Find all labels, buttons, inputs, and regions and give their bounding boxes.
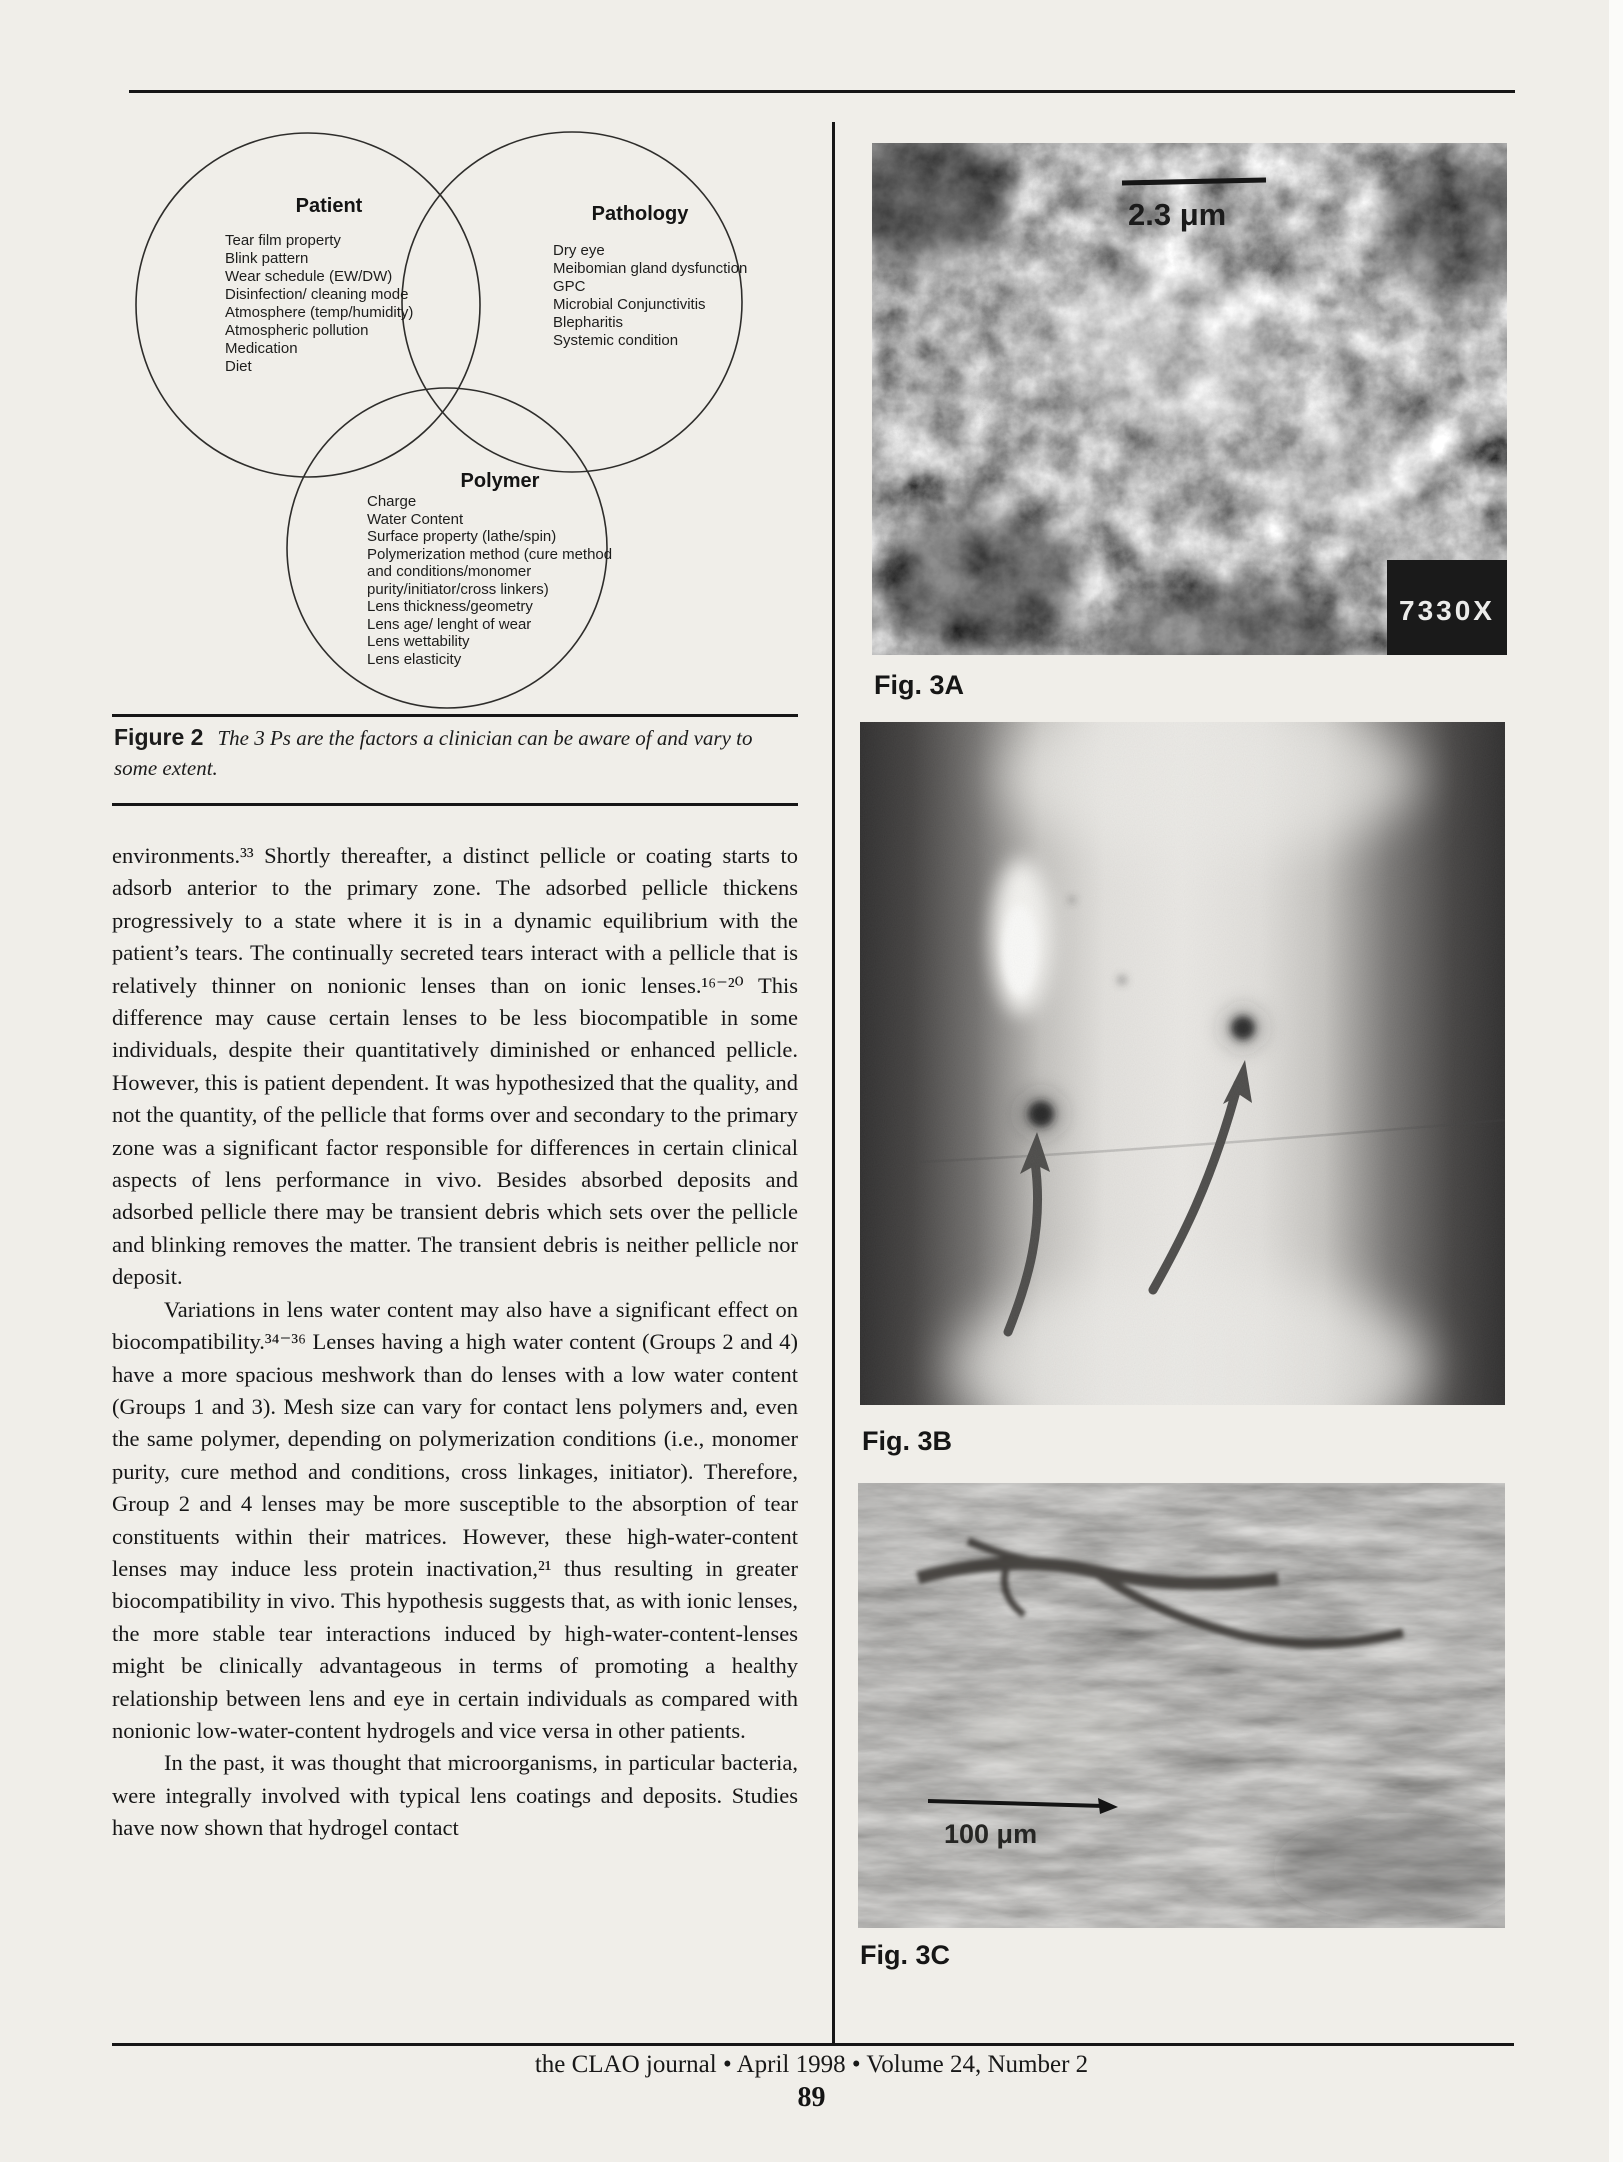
patient-item: Tear film property [225, 232, 341, 249]
patient-item: Blink pattern [225, 250, 309, 267]
scan-edge [1609, 0, 1623, 2162]
pathology-title: Pathology [591, 203, 689, 225]
patient-item: Wear schedule (EW/DW) [225, 268, 393, 285]
polymer-item: Lens thickness/geometry [367, 598, 533, 615]
paragraph: In the past, it was thought that microorganisms, in particular bacteria, were integrally involved with typical lens coatings and deposits. Studies have now shown that hydrogel contact [112, 1750, 798, 1841]
fig3c-label: Fig. 3C [860, 1940, 951, 1970]
film-grain [860, 722, 1505, 1405]
polymer-title: Polymer [460, 470, 540, 492]
figure2-venn-diagram [95, 90, 805, 735]
pathology-item: Dry eye [553, 242, 605, 259]
fig3a-micrograph [872, 143, 1507, 655]
polymer-item: Water Content [367, 511, 464, 528]
figure2-caption-text: The 3 Ps are the factors a clinician can be aware of and vary to some extent. [114, 726, 753, 780]
polymer-item: purity/initiator/cross linkers) [367, 581, 549, 598]
fig3c-micrograph [858, 1483, 1505, 1928]
figure2-caption [114, 722, 798, 783]
page-number: 89 [797, 2082, 826, 2113]
paragraph: Variations in lens water content may also have a significant effect on biocompatibility.³⁴⁻³⁶ Lenses having a high water content (Groups 2 and 4) have a more spacious meshwork than do lenses with a low water content (Groups 1 and 3). Mesh size can vary for contact lens polymers and, even the same polymer, depending on polymerization conditions (i.e., monomer purity, cure method and conditions, cross linkages, initiator). Therefore, Group 2 and 4 lenses may be more susceptible to the absorption of tear constituents within their matrices. However, these high-water-content lenses may induce less protein inactivation,²¹ thus resulting in greater biocompatibility in vivo. This hypothesis suggests that, as with ionic lenses, the more stable tear interactions induced by high-water-content-lenses might be clinically advantageous in terms of promoting a healthy relationship between lens and eye in certain individuals as compared with nonionic low-water-content hydrogels and vice versa in other patients. [112, 1296, 798, 1743]
polymer-item: Lens wettability [367, 633, 470, 650]
caption-rule-bottom [112, 803, 798, 806]
fig3a-scale-bar [1122, 180, 1266, 183]
polymer-item: Lens elasticity [367, 651, 462, 668]
figure2-caption-label: Figure 2 [114, 724, 204, 750]
patient-item: Atmospheric pollution [225, 322, 369, 339]
patient-item: Atmosphere (temp/humidity) [225, 304, 414, 321]
pathology-item: Microbial Conjunctivitis [553, 296, 706, 313]
fig3c-image [858, 1483, 1505, 1928]
fig3b-label: Fig. 3B [862, 1426, 953, 1456]
fig3c-scale-label: 100 μm [944, 1819, 1038, 1849]
fig3a-magnification-label: 7330X [1399, 595, 1495, 626]
fig3a-scale-label: 2.3 μm [1128, 197, 1227, 232]
patient-item: Medication [225, 340, 298, 357]
polymer-item: Polymerization method (cure method [367, 546, 613, 563]
pathology-item: Systemic condition [553, 332, 679, 349]
fig3b-image [860, 722, 1505, 1405]
polymer-item: and conditions/monomer [367, 563, 532, 580]
fig3a-label: Fig. 3A [874, 670, 965, 700]
patient-title: Patient [295, 195, 363, 217]
article-text [112, 840, 798, 1845]
light-patch [968, 1693, 1148, 1773]
pathology-item: Meibomian gland dysfunction [553, 260, 748, 277]
polymer-item: Lens age/ lenght of wear [367, 616, 532, 633]
caption-rule-top [112, 714, 798, 717]
polymer-item: Surface property (lathe/spin) [367, 528, 557, 545]
pathology-item: GPC [553, 278, 586, 295]
footer-rule [112, 2043, 1514, 2046]
patient-item: Disinfection/ cleaning mode [225, 286, 409, 303]
patient-item: Diet [225, 358, 252, 375]
polymer-item: Charge [367, 493, 417, 510]
paragraph: environments.³³ Shortly thereafter, a distinct pellicle or coating starts to adsorb anterior to the primary zone. The adsorbed pellicle thickens progressively to a state where it is in a dynamic equilibrium with the patient’s tears. The continually secreted tears interact with a pellicle that is relatively thinner on nonionic lenses than on ionic lenses.¹⁶⁻²⁰ This difference may cause certain lenses to be less biocompatible in some individuals, despite their quantitatively diminished or enhanced pellicle. However, this is patient dependent. It was hypothesized that the quality, and not the quantity, of the pellicle that forms over and secondary to the primary zone was a significant factor responsible for differences in certain clinical aspects of lens performance in vivo. Besides absorbed deposits and adsorbed pellicle there may be transient debris which sets over the pellicle and blinking removes the matter. The transient debris is neither pellicle nor deposit. [112, 843, 798, 1290]
column-divider [832, 122, 835, 2043]
fig3a-image [872, 143, 1507, 655]
pathology-item: Blepharitis [553, 314, 624, 331]
fig3b-micrograph [860, 722, 1505, 1405]
journal-footer: the CLAO journal • April 1998 • Volume 24, Number 2 [534, 2051, 1089, 2078]
